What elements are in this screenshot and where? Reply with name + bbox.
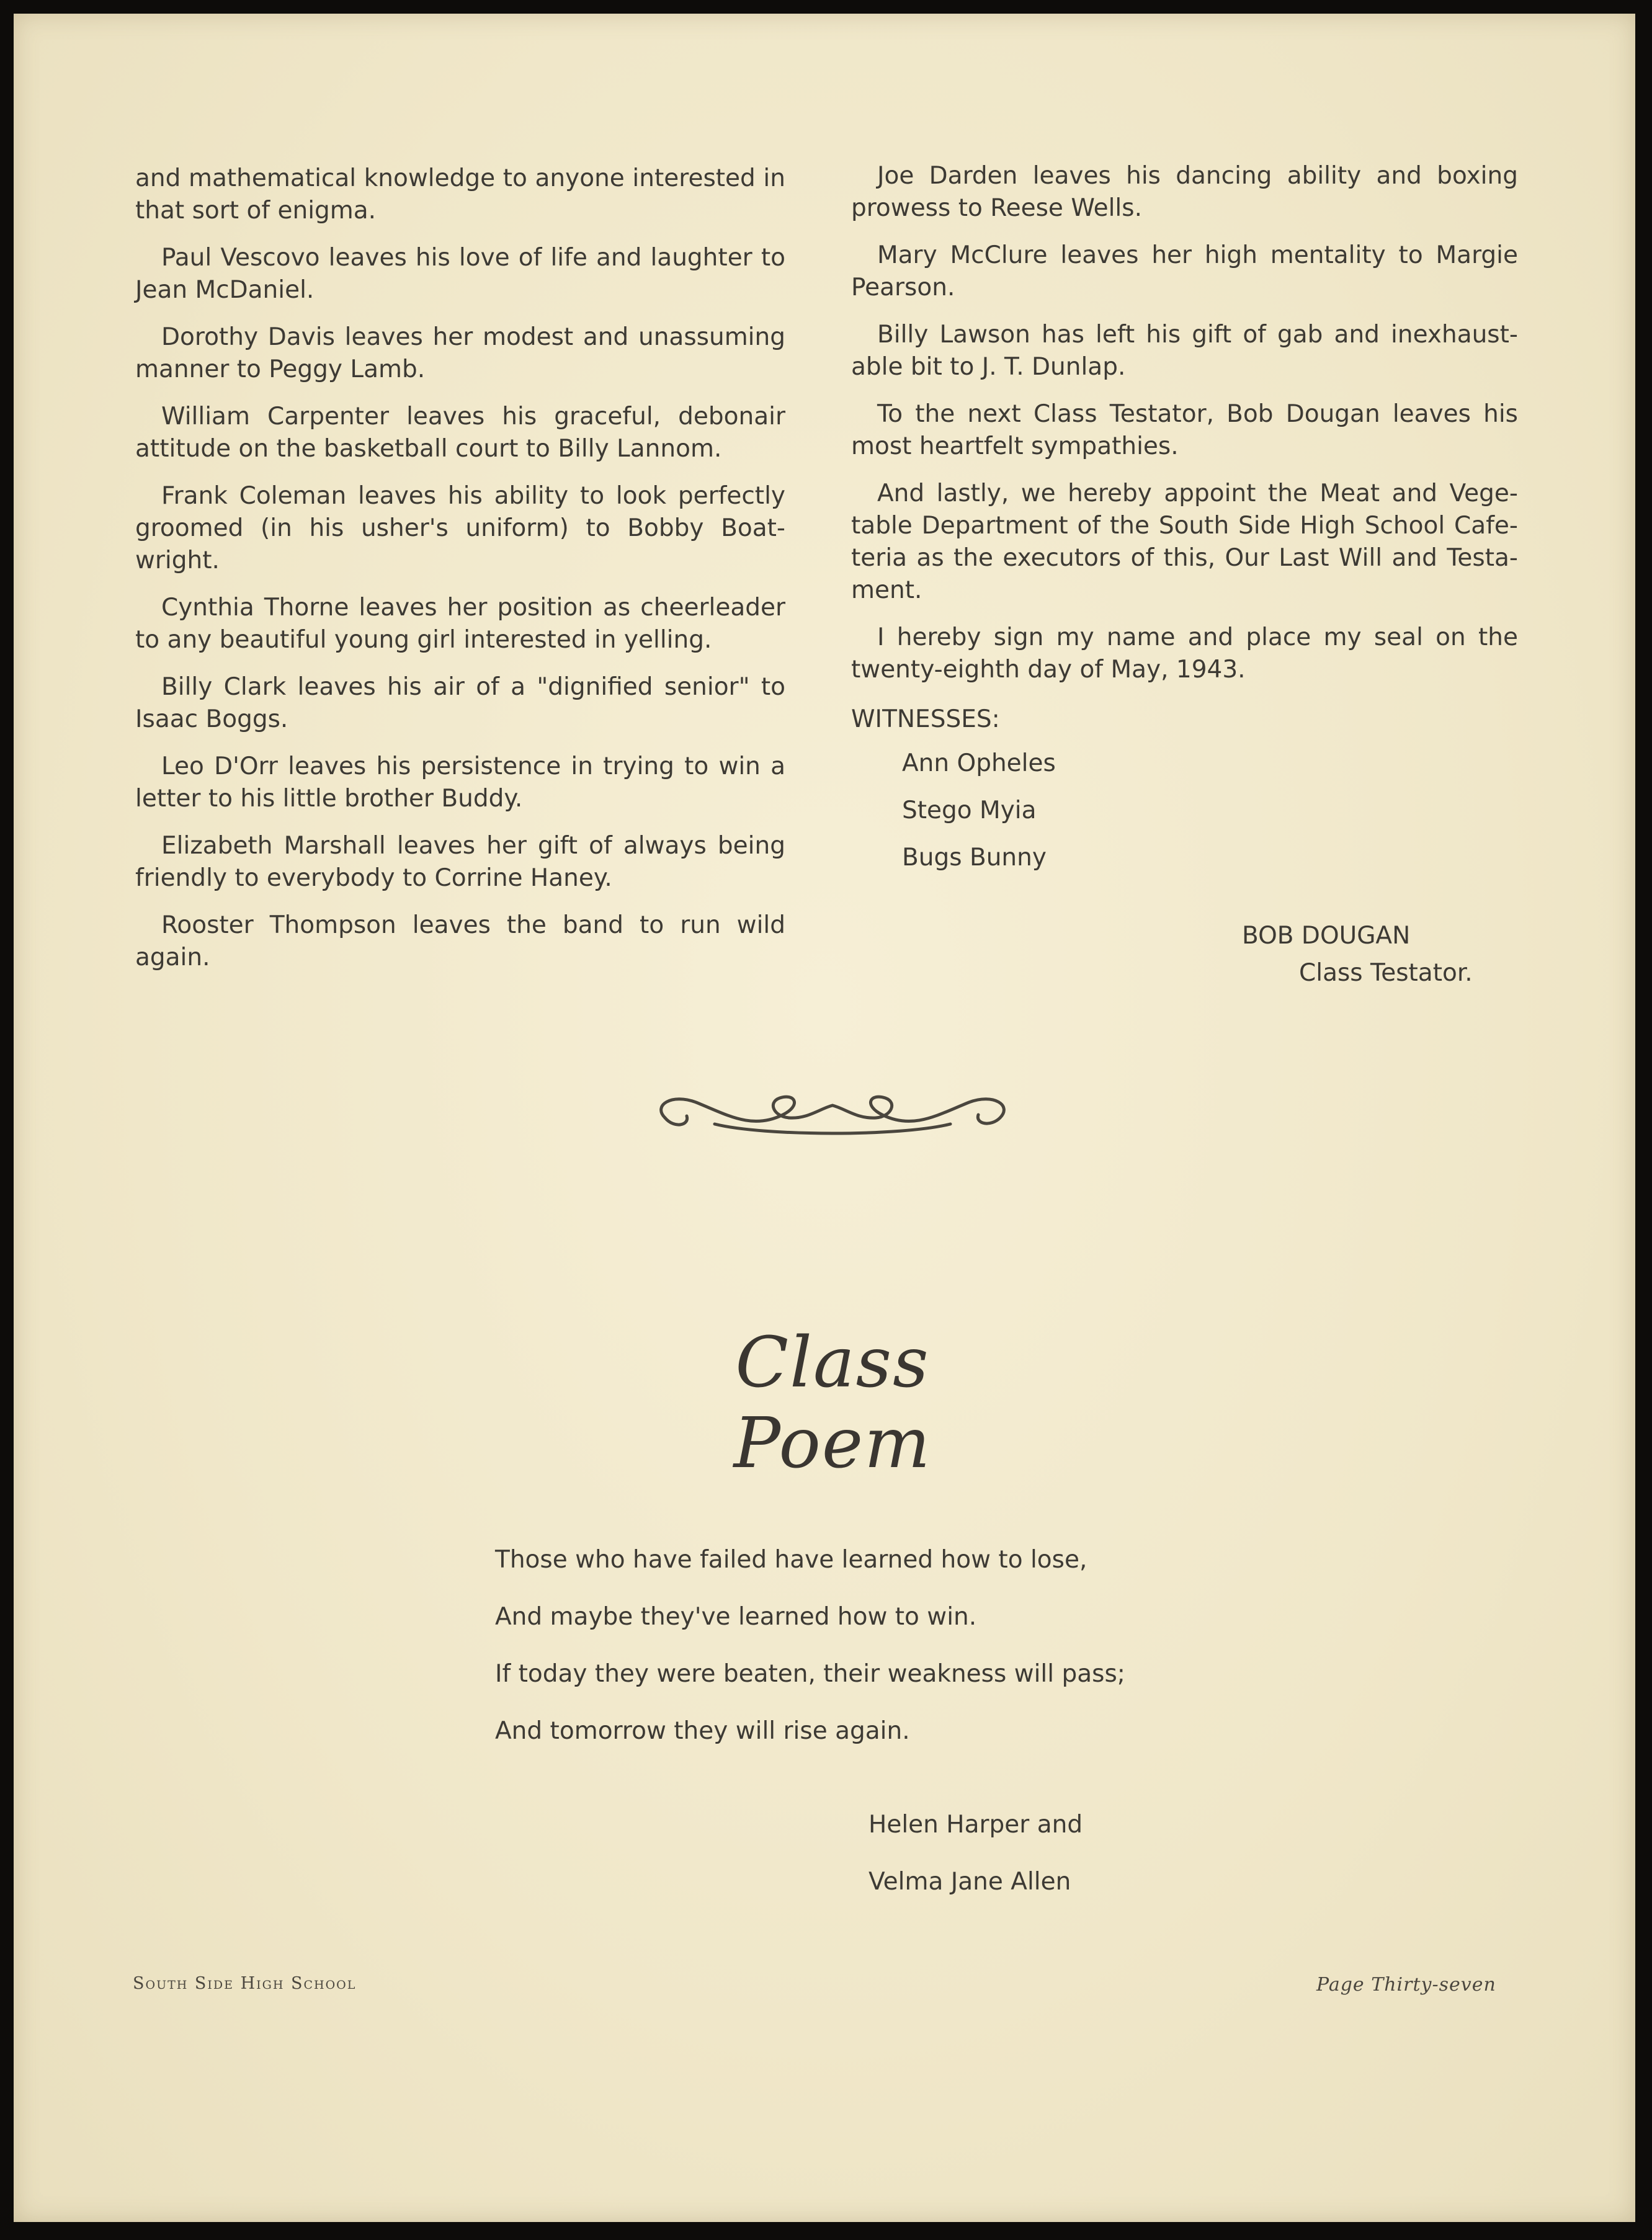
flourish-ornament-icon [640, 1081, 1025, 1149]
witnesses-heading: WITNESSES: [851, 705, 1000, 733]
yearbook-page [14, 14, 1635, 2222]
will-paragraph: Leo D'Orr leaves his persistence in trying to win a letter to his little brother Buddy. [135, 752, 785, 813]
footer-page-number: Page Thirty-seven [1316, 1974, 1496, 1996]
signature-name: BOB DOUGAN [1242, 922, 1411, 950]
will-paragraph: Rooster Thompson leaves the band to run wild again. [135, 911, 785, 971]
right-column [851, 160, 1518, 888]
poem-line: Those who have failed have learned how to lose, [495, 1546, 1087, 1574]
witness-name: Stego Myia [902, 796, 1037, 824]
left-column [135, 163, 785, 989]
will-paragraph: To the next Class Testator, Bob Dougan leaves his most heartfelt sympathies. [851, 400, 1518, 460]
poem-authors [868, 1811, 1083, 1925]
poem-line: And tomorrow they will rise again. [495, 1717, 910, 1745]
will-paragraph: Billy Lawson has left his gift of gab and inexhaust-able bit to J. T. Dunlap. [851, 321, 1518, 381]
will-paragraph: Frank Coleman leaves his ability to look perfectly groomed (in his usher's uniform) to Bobby Boat-wright. [135, 482, 785, 574]
poem-title: Class Poem [733, 1323, 932, 1484]
will-paragraph: Paul Vescovo leaves his love of life and laughter to Jean McDaniel. [135, 244, 785, 304]
signature-title: Class Testator. [1299, 959, 1473, 987]
will-paragraph: Mary McClure leaves her high mentality to Margie Pearson. [851, 241, 1518, 301]
will-paragraph: William Carpenter leaves his graceful, debonair attitude on the basketball court to Billy Lannom. [135, 403, 785, 463]
poem-line: If today they were beaten, their weakness will pass; [495, 1660, 1125, 1688]
will-paragraph: I hereby sign my name and place my seal on the twenty-eighth day of May, 1943. [851, 623, 1518, 684]
will-paragraph: and mathematical knowledge to anyone interested in that sort of enigma. [135, 164, 785, 225]
poem-body [495, 1546, 1125, 1774]
poem-author: Velma Jane Allen [868, 1868, 1071, 1896]
witness-name: Ann Opheles [902, 749, 1056, 777]
poem-line: And maybe they've learned how to win. [495, 1603, 977, 1631]
poem-author: Helen Harper and [868, 1811, 1083, 1839]
footer-school: South Side High School [133, 1974, 357, 1993]
will-paragraph: Dorothy Davis leaves her modest and unassuming manner to Peggy Lamb. [135, 323, 785, 383]
will-paragraph: Cynthia Thorne leaves her position as cheerleader to any beautiful young girl interested in yelling. [135, 594, 785, 654]
will-paragraph: Joe Darden leaves his dancing ability and boxing prowess to Reese Wells. [851, 162, 1518, 222]
witness-name: Bugs Bunny [902, 844, 1047, 872]
will-paragraph: Elizabeth Marshall leaves her gift of always being friendly to everybody to Corrine Haney. [135, 832, 785, 892]
will-paragraph: Billy Clark leaves his air of a "dignified senior" to Isaac Boggs. [135, 673, 785, 733]
will-paragraph: And lastly, we hereby appoint the Meat and Vege-table Department of the South Side High School Cafe-teria as the executors of this, Our Last Will and Testa-ment. [851, 480, 1518, 604]
